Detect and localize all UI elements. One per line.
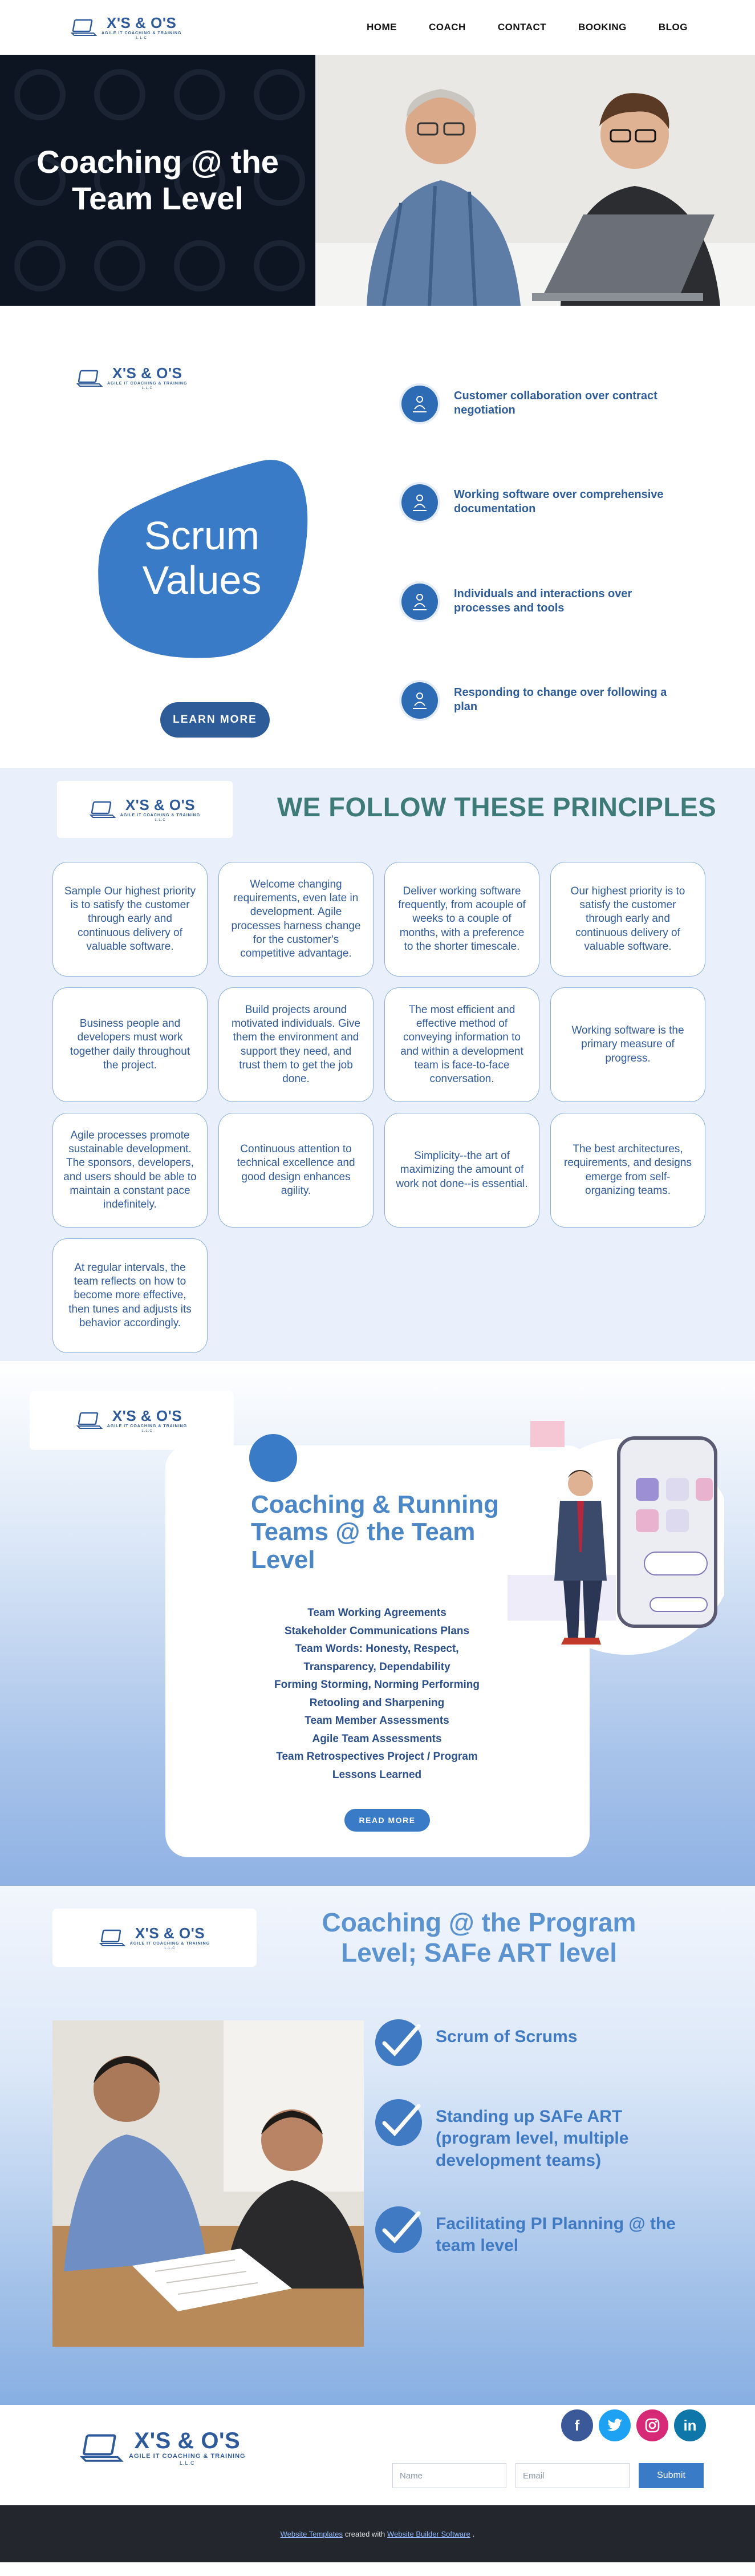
principles-logo-box (57, 781, 233, 838)
nav-item-booking[interactable]: BOOKING (578, 22, 627, 33)
program-level-section (0, 1886, 755, 2405)
principle-card: The most efficient and effective method of conveying information to and within a development team is face-to-face conversation. (384, 987, 539, 1102)
list-item: Team Words: Honesty, Respect, Transparency, Dependability (295, 1643, 459, 1673)
submit-button[interactable]: Submit (639, 2463, 704, 2488)
website-templates-link[interactable]: Website Templates (280, 2529, 343, 2538)
principle-card: Continuous attention to technical excellence and good design enhances agility. (218, 1113, 374, 1228)
list-item: Forming Storming, Norming Performing (274, 1679, 480, 1691)
credit-bar (0, 2505, 755, 2562)
footer-logo[interactable] (80, 2429, 246, 2466)
value-item (401, 386, 687, 422)
brand-suffix: L.L.C (180, 2460, 195, 2466)
laptop-logo-icon (71, 18, 98, 37)
laptop-logo-icon (80, 2432, 125, 2464)
section-logo (76, 1408, 187, 1433)
brand-logo[interactable] (71, 15, 181, 40)
program-item (374, 2098, 693, 2172)
brand-tagline: AGILE IT COACHING & TRAINING (120, 813, 201, 817)
brand-tagline: AGILE IT COACHING & TRAINING (129, 2453, 246, 2460)
principles-title: WE FOLLOW THESE PRINCIPLES (277, 792, 717, 822)
checkmark-icon (374, 2098, 423, 2147)
list-item: Retooling and Sharpening (309, 1696, 445, 1709)
principle-card: Sample Our highest priority is to satisfy the customer through early and continuous delivery of valuable software. (52, 862, 208, 977)
list-item: Team Working Agreements (307, 1607, 446, 1619)
checkmark-icon (374, 2205, 423, 2254)
principle-card: Agile processes promote sustainable development. The sponsors, developers, and users should be able to maintain a constant pace indefinitely. (52, 1113, 208, 1228)
brand-tagline: AGILE IT COACHING & TRAINING (129, 1941, 210, 1946)
brand-suffix: L.L.C (141, 387, 153, 390)
credit-text: created with (344, 2529, 385, 2538)
section-logo (99, 1926, 210, 1950)
program-photo (52, 2020, 364, 2347)
main-nav (367, 22, 688, 33)
list-item: Team Retrospectives Project / Program Lessons Learned (276, 1751, 478, 1781)
value-text: Working software over comprehensive documentation (454, 488, 664, 515)
brand-suffix: L.L.C (164, 1946, 176, 1950)
brand-name: X'S & O'S (112, 1407, 182, 1424)
program-item (374, 2018, 693, 2067)
laptop-logo-icon (99, 1928, 127, 1947)
site-header (0, 0, 755, 55)
scrum-values-title: Scrum Values (142, 513, 262, 602)
mobile-app-illustration-icon (485, 1415, 724, 1660)
hero-title-panel (0, 55, 315, 306)
list-item: Stakeholder Communications Plans (284, 1625, 470, 1637)
credit-end: . (472, 2529, 475, 2538)
hero-section (0, 55, 755, 306)
list-item: Agile Team Assessments (312, 1732, 442, 1745)
read-more-button[interactable]: READ MORE (344, 1809, 430, 1832)
brand-name: X'S & O'S (107, 14, 177, 31)
laptop-logo-icon (76, 368, 104, 388)
team-icon (401, 484, 438, 521)
laptop-logo-icon (90, 800, 117, 819)
section-logo (76, 366, 187, 390)
value-item (401, 682, 687, 719)
twitter-icon[interactable] (599, 2409, 631, 2441)
team-icon (401, 682, 438, 719)
principles-grid (52, 862, 705, 1353)
program-item (374, 2205, 693, 2257)
site-footer (0, 2405, 755, 2505)
learn-more-button[interactable]: LEARN MORE (160, 702, 270, 738)
value-text: Responding to change over following a plan (454, 686, 667, 713)
nav-item-contact[interactable]: CONTACT (497, 22, 547, 33)
value-item (401, 584, 687, 620)
linkedin-icon[interactable]: in (674, 2409, 706, 2441)
nav-item-home[interactable]: HOME (366, 22, 397, 33)
program-level-title: Coaching @ the Program Level; SAFe ART level (322, 1907, 636, 1967)
team-coaching-title: Coaching & Running Teams @ the Team Level (251, 1490, 500, 1574)
value-item (401, 484, 687, 521)
name-field[interactable] (392, 2463, 506, 2488)
scrum-values-section (0, 306, 755, 768)
hero-people-illustration-icon (315, 55, 755, 306)
principle-card: Simplicity--the art of maximizing the amount of work not done--is essential. (384, 1113, 539, 1228)
principle-card: Deliver working software frequently, from acouple of weeks to a couple of months, with a preference to the shorter timescale. (384, 862, 539, 977)
hero-photo (315, 55, 755, 306)
program-logo-box (52, 1909, 257, 1967)
team-coaching-section (0, 1361, 755, 1886)
nav-item-coach[interactable]: COACH (428, 22, 466, 33)
principle-card: The best architectures, requirements, and designs emerge from self-organizing teams. (550, 1113, 705, 1228)
brand-name: X'S & O'S (125, 796, 196, 813)
value-text: Customer collaboration over contract negotiation (454, 390, 657, 416)
instagram-icon[interactable] (636, 2409, 668, 2441)
principle-card: Working software is the primary measure of progress. (550, 987, 705, 1102)
program-item-text: Scrum of Scrums (436, 2027, 578, 2046)
brand-name: X'S & O'S (134, 2428, 241, 2453)
brand-name: X'S & O'S (112, 364, 182, 382)
brand-tagline: AGILE IT COACHING & TRAINING (102, 31, 182, 35)
brand-suffix: L.L.C (155, 818, 166, 822)
checkmark-icon (374, 2018, 423, 2067)
team-icon (401, 386, 438, 422)
team-icon (401, 584, 438, 620)
brand-tagline: AGILE IT COACHING & TRAINING (107, 1424, 188, 1428)
brand-suffix: L.L.C (141, 1429, 153, 1433)
list-item: Team Member Assessments (305, 1715, 449, 1727)
facebook-icon[interactable]: f (561, 2409, 593, 2441)
brand-suffix: L.L.C (136, 36, 147, 40)
principle-card: Our highest priority is to satisfy the customer through early and continuous delivery of valuable software. (550, 862, 705, 977)
principle-card: Welcome changing requirements, even late in development. Agile processes harness change for the customer's competitive advantage. (218, 862, 374, 977)
brand-name: X'S & O'S (135, 1924, 205, 1942)
laptop-logo-icon (76, 1411, 104, 1430)
principle-card: At regular intervals, the team reflects on how to become more effective, then tunes and adjusts its behavior accordingly. (52, 1238, 208, 1353)
hero-title: Coaching @ the Team Level (36, 143, 279, 216)
value-text: Individuals and interactions over processes and tools (454, 588, 632, 614)
section-logo (90, 797, 200, 822)
program-item-text: Standing up SAFe ART (program level, multiple development teams) (436, 2107, 629, 2170)
social-links (561, 2409, 706, 2441)
program-item-text: Facilitating PI Planning @ the team level (436, 2214, 676, 2255)
team-coaching-list (266, 1604, 488, 1784)
principle-card: Build projects around motivated individuals. Give them the environment and support they need, and trust them to get the job done. (218, 987, 374, 1102)
nav-item-blog[interactable]: BLOG (658, 22, 688, 33)
brand-tagline: AGILE IT COACHING & TRAINING (107, 382, 188, 386)
principle-card: Business people and developers must work together daily throughout the project. (52, 987, 208, 1102)
contact-form (392, 2463, 704, 2488)
email-field[interactable] (515, 2463, 630, 2488)
teams-logo-box (30, 1391, 234, 1450)
principles-section (0, 768, 755, 1361)
website-builder-link[interactable]: Website Builder Software (387, 2529, 470, 2538)
two-men-studying-illustration-icon (52, 2020, 364, 2347)
decorative-dot (249, 1434, 297, 1482)
